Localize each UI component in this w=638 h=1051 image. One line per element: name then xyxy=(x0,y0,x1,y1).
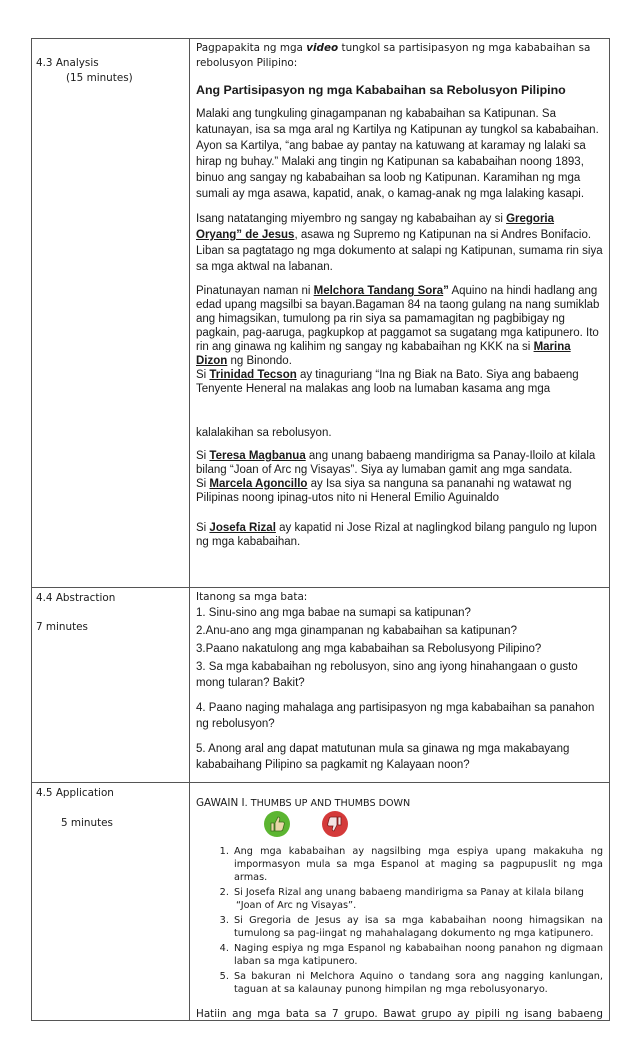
name-teresa: Teresa Magbanua xyxy=(209,450,306,462)
analysis-paragraph-2: Isang natatanging miyembro ng sangay ng kababaihan ay si Gregoria Oryang” de Jesus, asawa ng Supremo ng Katipunan na si Andres Bonifacio. Liban sa pagtatago ng mga dokumento at salapi ng Katipunan, sumama rin siya sa mga aktwal na labanan. xyxy=(196,213,603,273)
activity-item-1: 1. Ang mga kababaihan ay nagsilbing mga espiya upang makakuha ng impormasyon mula sa mga Espanol at maging sa pagpupuslit ng mga armas. xyxy=(232,845,603,884)
abstraction-intro: Itanong sa mga bata: xyxy=(196,591,308,603)
name-josefa: Josefa Rizal xyxy=(209,522,276,534)
analysis-paragraph-3: Pinatunayan naman ni Melchora Tandang Sora” Aquino na hindi hadlang ang edad upang magsilbi sa bayan.Bagaman 84 na taong gulang na nang sumiklab ang himagsikan, tumulong pa rin siya sa pamamagitan ng pagbibigay ng pagkain, pag-aaruga, pagkupkop at paggamot sa sugatang mga katipunero. Ito rin ang ginawa ng kalihim ng sangay ng kababaihan ng KKK na si Marina Dizon ng Binondo. Si Trinidad Tecson ay tinaguriang “Ina ng Biak na Bato. Siya ang babaeng Tenyente Heneral na malakas ang loob na lumaban kasama ang mga xyxy=(196,285,600,395)
analysis-label: 4.3 Analysis xyxy=(36,57,99,69)
thumbs-up-icon xyxy=(264,811,290,837)
name-trinidad: Trinidad Tecson xyxy=(209,369,297,381)
activity-item-2: 2. Si Josefa Rizal ang unang babaeng mandirigma sa Panay at kilala bilang “Joan of Arc ng Visayas”. xyxy=(232,886,603,912)
row-application xyxy=(32,783,610,1021)
analysis-paragraph-4: kalalakihan sa rebolusyon. xyxy=(196,427,332,439)
lesson-plan-table xyxy=(31,38,610,1021)
name-melchora: Melchora Tandang Sora xyxy=(313,285,444,297)
name-marina: Marina Dizon xyxy=(196,341,571,367)
analysis-content-cell xyxy=(190,39,610,588)
analysis-intro: Pagpapakita ng mga video tungkol sa partisipasyon ng mga kababaihan sa rebolusyon Pilipino: xyxy=(196,42,591,69)
abstraction-content-cell xyxy=(190,588,610,783)
question-6: 5. Anong aral ang dapat matutunan mula sa ginawa ng mga makabayang kababaihang Pilipino sa pagkamit ng Kalayaan noon? xyxy=(196,743,570,771)
analysis-duration: (15 minutes) xyxy=(66,72,133,84)
question-2: 2.Anu-ano ang mga ginampanan ng kababaihan sa katipunan? xyxy=(196,625,517,637)
question-1: 1. Sinu-sino ang mga babae na sumapi sa katipunan? xyxy=(196,607,471,619)
name-marcela: Marcela Agoncillo xyxy=(209,478,308,490)
activity-item-3: 3. Si Gregoria de Jesus ay isa sa mga kababaihan noong himagsikan na tumulong sa pag-iingat ng mahahalagang dokumento ng mga katipunero. xyxy=(232,914,603,940)
question-3: 3.Paano nakatulong ang mga kababaihan sa Rebolusyong Pilipino? xyxy=(196,643,542,655)
row-analysis xyxy=(32,39,610,588)
abstraction-label: 4.4 Abstraction xyxy=(36,592,116,604)
thumbs-icons xyxy=(264,811,603,839)
abstraction-label-cell xyxy=(32,588,190,783)
analysis-heading: Ang Partisipasyon ng mga Kababaihan sa Rebolusyon Pilipino xyxy=(196,83,566,97)
application-bottom-text: Hatiin ang mga bata sa 7 grupo. Bawat grupo ay pipili ng isang babaeng xyxy=(196,1008,603,1020)
analysis-paragraph-5: Si Teresa Magbanua ang unang babaeng mandirigma sa Panay-Iloilo at kilala bilang “Joan of Arc ng Visayas”. Siya ay lumaban gamit ang mga sandata. Si Marcela Agoncillo ay Isa siya sa nanguna sa pananahi ng watawat ng Pilipinas noong ipinag-utos nito ni Heneral Emilio Aguinaldo xyxy=(196,450,596,504)
row-abstraction xyxy=(32,588,610,783)
lesson-plan-sheet xyxy=(31,38,607,1021)
activity-list xyxy=(196,845,603,996)
name-gregoria: Gregoria Oryang” de Jesus xyxy=(196,213,555,241)
activity-item-4: 4. Naging espiya ng mga Espanol ng kababaihan noong panahon ng digmaan laban sa mga katipunero. xyxy=(232,942,603,968)
abstraction-duration: 7 minutes xyxy=(36,621,88,633)
application-content-cell xyxy=(190,783,610,1021)
activity-item-5: 5. Sa bakuran ni Melchora Aquino o tandang sora ang nagging kanlungan, taguan at sa kalaunay punong himpilan ng mga rebolusyonaryo. xyxy=(232,970,603,996)
gawain-title: GAWAIN I. THUMBS UP AND THUMBS DOWN xyxy=(196,797,411,809)
thumbs-down-icon xyxy=(322,811,348,837)
analysis-label-cell xyxy=(32,39,190,588)
analysis-paragraph-1: Malaki ang tungkuling ginagampanan ng kababaihan sa Katipunan. Sa katunayan, isa sa mga aral ng Kartilya ng Katipunan ay tungkol sa kababaihan. Ayon sa Kartilya, “ang babae ay pantay na katuwang at karamay ng lalaki sa hirap ng buhay.” Malaki ang tingin ng Katipunan sa kababaihan noong 1893, binuo ang sangay ng kababaihan sa loob ng Katipunan. Karamihan ng mga sumali ay mga asawa, kapatid, anak, o kamag-anak ng mga lalaking kasapi. xyxy=(196,108,599,200)
question-4: 3. Sa mga kababaihan ng rebolusyon, sino ang iyong hinahangaan o gusto mong tularan? Bakit? xyxy=(196,661,578,689)
application-label: 4.5 Application xyxy=(36,787,114,799)
analysis-paragraph-6: Si Josefa Rizal ay kapatid ni Jose Rizal at naglingkod bilang pangulo ng lupon ng mga kababaihan. xyxy=(196,522,597,548)
question-5: 4. Paano naging mahalaga ang partisipasyon ng mga kababaihan sa panahon ng rebolusyon? xyxy=(196,702,595,730)
application-duration: 5 minutes xyxy=(61,817,113,829)
application-label-cell xyxy=(32,783,190,1021)
